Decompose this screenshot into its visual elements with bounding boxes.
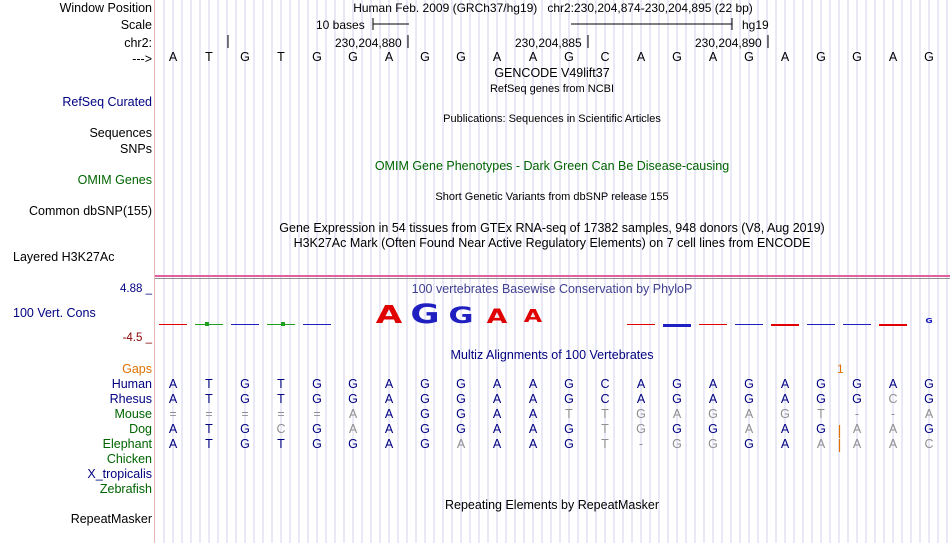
reference-base: A	[888, 50, 898, 64]
aligned-base: C	[600, 392, 610, 406]
aligned-base: A	[744, 407, 754, 421]
aligned-base: =	[241, 407, 249, 421]
reference-base: G	[816, 50, 826, 64]
refseq-track-subtitle: RefSeq genes from NCBI	[489, 83, 615, 95]
aligned-base: A	[492, 392, 502, 406]
aligned-base: G	[348, 392, 358, 406]
ruler-label-2: 230,204,885	[515, 36, 582, 50]
aligned-base: G	[924, 377, 934, 391]
aligned-base: G	[924, 392, 934, 406]
aligned-base: A	[492, 422, 502, 436]
gap-count: 1	[837, 362, 844, 376]
aligned-base: G	[816, 377, 826, 391]
aligned-base: A	[528, 392, 538, 406]
aligned-base: G	[744, 392, 754, 406]
aligned-base: A	[636, 392, 646, 406]
aligned-base: G	[564, 392, 574, 406]
aligned-base: A	[528, 377, 538, 391]
ruler-label-3: 230,204,890	[695, 36, 762, 50]
phylop-track-title: 100 vertebrates Basewise Conservation by PhyloP	[411, 282, 693, 296]
aligned-base: G	[636, 422, 646, 436]
species-label[interactable]: Dog	[129, 422, 152, 436]
species-label[interactable]: Mouse	[114, 407, 152, 421]
aligned-base: T	[205, 422, 213, 436]
cons-min-label: -4.5 _	[122, 332, 152, 344]
species-label[interactable]: Human	[111, 377, 152, 391]
track-label-sequences[interactable]: Sequences	[89, 126, 152, 140]
aligned-base: A	[384, 437, 394, 451]
aligned-base: A	[492, 437, 502, 451]
aligned-base: G	[672, 377, 682, 391]
aligned-base: -	[890, 407, 896, 421]
aligned-base: =	[169, 407, 177, 421]
species-label[interactable]: Zebrafish	[99, 482, 152, 496]
reference-base: G	[564, 50, 574, 64]
aligned-base: A	[708, 392, 718, 406]
aligned-base: G	[780, 407, 790, 421]
aligned-base: A	[852, 422, 862, 436]
aligned-base: T	[817, 407, 825, 421]
aligned-base: T	[277, 437, 285, 451]
aligned-base: A	[168, 422, 178, 436]
aligned-base: -	[854, 407, 860, 421]
aligned-base: G	[744, 377, 754, 391]
aligned-base: G	[636, 407, 646, 421]
aligned-base: A	[672, 407, 682, 421]
multiz-track-title: Multiz Alignments of 100 Vertebrates	[450, 348, 654, 362]
reference-base: T	[205, 50, 213, 64]
aligned-base: A	[492, 407, 502, 421]
aligned-base: G	[708, 407, 718, 421]
aligned-base: A	[780, 377, 790, 391]
aligned-base: A	[168, 437, 178, 451]
track-label-refseq[interactable]: RefSeq Curated	[62, 95, 152, 109]
aligned-base: A	[384, 407, 394, 421]
aligned-base: C	[276, 422, 286, 436]
aligned-base: A	[456, 437, 466, 451]
aligned-base: A	[780, 437, 790, 451]
reference-base: G	[852, 50, 862, 64]
aligned-base: G	[708, 422, 718, 436]
aligned-base: G	[348, 377, 358, 391]
track-label-dbsnp[interactable]: Common dbSNP(155)	[29, 204, 152, 218]
species-label[interactable]: Rhesus	[109, 392, 152, 406]
aligned-base: G	[420, 377, 430, 391]
aligned-base: =	[205, 407, 213, 421]
aligned-base: G	[420, 392, 430, 406]
aligned-base: A	[348, 407, 358, 421]
aligned-base: G	[456, 377, 466, 391]
assembly-text: Human Feb. 2009 (GRCh37/hg19)	[353, 1, 538, 15]
reference-base: G	[312, 50, 322, 64]
aligned-base: A	[492, 377, 502, 391]
species-label[interactable]: Elephant	[102, 437, 152, 451]
aligned-base: G	[456, 392, 466, 406]
strand-label: --->	[132, 52, 152, 66]
cons-max-label: 4.88 _	[120, 283, 152, 295]
reference-base: A	[708, 50, 718, 64]
aligned-base: G	[312, 422, 322, 436]
track-label-h3k27ac[interactable]: Layered H3K27Ac	[13, 250, 115, 264]
aligned-base: G	[564, 422, 574, 436]
aligned-base: A	[888, 377, 898, 391]
aligned-base: G	[672, 392, 682, 406]
window-position-label: Window Position	[59, 1, 152, 15]
aligned-base: G	[240, 437, 250, 451]
aligned-base: G	[852, 377, 862, 391]
aligned-base: T	[277, 377, 285, 391]
aligned-base: G	[420, 437, 430, 451]
track-label-cons[interactable]: 100 Vert. Cons	[13, 306, 96, 320]
reference-base: G	[420, 50, 430, 64]
aligned-base: A	[528, 437, 538, 451]
scale-text: 10 bases	[316, 18, 365, 32]
species-label[interactable]: Chicken	[106, 452, 152, 466]
aligned-base: G	[456, 422, 466, 436]
aligned-base: A	[816, 437, 826, 451]
h3k27ac-track-title: H3K27Ac Mark (Often Found Near Active Regulatory Elements) on 7 cell lines from ENCODE	[293, 236, 811, 250]
aligned-base: A	[168, 377, 178, 391]
aligned-base: G	[672, 437, 682, 451]
omim-track-title: OMIM Gene Phenotypes - Dark Green Can Be Disease-causing	[374, 159, 730, 173]
aligned-base: A	[528, 407, 538, 421]
aligned-base: A	[780, 422, 790, 436]
reference-base: G	[456, 50, 466, 64]
track-label-omim[interactable]: OMIM Genes	[77, 173, 152, 187]
aligned-base: G	[312, 437, 322, 451]
aligned-base: G	[816, 422, 826, 436]
aligned-base: A	[924, 407, 934, 421]
position-text: chr2:230,204,874-230,204,895 (22 bp)	[547, 1, 753, 15]
aligned-base: C	[924, 437, 934, 451]
aligned-base: G	[420, 422, 430, 436]
aligned-base: G	[240, 377, 250, 391]
conservation-letter: A	[523, 307, 543, 328]
reference-base: G	[924, 50, 934, 64]
aligned-base: A	[780, 392, 790, 406]
aligned-base: C	[600, 377, 610, 391]
dbsnp-track-title: Short Genetic Variants from dbSNP release 155	[435, 191, 669, 203]
aligned-base: T	[601, 422, 609, 436]
chr-label: chr2:	[124, 36, 152, 50]
gencode-track-title[interactable]: GENCODE V49lift37	[494, 66, 610, 80]
reference-base: A	[528, 50, 538, 64]
aligned-base: G	[312, 392, 322, 406]
reference-base: C	[600, 50, 610, 64]
conservation-letter: G	[448, 302, 474, 329]
aligned-base: G	[708, 437, 718, 451]
aligned-base: T	[277, 392, 285, 406]
reference-base: T	[277, 50, 285, 64]
aligned-base: -	[638, 437, 644, 451]
aligned-base: G	[420, 407, 430, 421]
aligned-base: G	[240, 392, 250, 406]
reference-base: A	[780, 50, 790, 64]
reference-base: A	[636, 50, 646, 64]
aligned-base: A	[348, 422, 358, 436]
reference-base: A	[492, 50, 502, 64]
repeatmasker-track-title: Repeating Elements by RepeatMasker	[444, 498, 660, 512]
aligned-base: G	[240, 422, 250, 436]
aligned-base: G	[348, 437, 358, 451]
aligned-base: A	[384, 422, 394, 436]
aligned-base: C	[888, 392, 898, 406]
aligned-base: A	[708, 377, 718, 391]
aligned-base: G	[816, 392, 826, 406]
ruler-label-1: 230,204,880	[335, 36, 402, 50]
aligned-base: G	[312, 377, 322, 391]
aligned-base: G	[744, 437, 754, 451]
aligned-base: A	[384, 392, 394, 406]
species-label[interactable]: X_tropicalis	[87, 467, 152, 481]
aligned-base: A	[888, 422, 898, 436]
aligned-base: A	[528, 422, 538, 436]
scale-label: Scale	[120, 18, 152, 32]
reference-base: G	[240, 50, 250, 64]
aligned-base: T	[205, 392, 213, 406]
aligned-base: G	[564, 377, 574, 391]
reference-base: A	[168, 50, 178, 64]
aligned-base: G	[672, 422, 682, 436]
track-label-snps[interactable]: SNPs	[120, 142, 152, 156]
scale-db-text: hg19	[742, 18, 769, 32]
aligned-base: A	[168, 392, 178, 406]
aligned-base: T	[205, 377, 213, 391]
reference-base: G	[672, 50, 682, 64]
reference-base: G	[348, 50, 358, 64]
aligned-base: G	[852, 392, 862, 406]
aligned-base: G	[564, 437, 574, 451]
aligned-base: A	[888, 437, 898, 451]
aligned-base: T	[565, 407, 573, 421]
aligned-base: T	[205, 437, 213, 451]
track-label-repeatmasker[interactable]: RepeatMasker	[70, 512, 152, 526]
conservation-letter: A	[375, 300, 403, 330]
aligned-base: A	[384, 377, 394, 391]
aligned-base: T	[601, 437, 609, 451]
aligned-base: G	[924, 422, 934, 436]
reference-base: A	[384, 50, 394, 64]
aligned-base: A	[852, 437, 862, 451]
aligned-base: A	[744, 422, 754, 436]
aligned-base: =	[277, 407, 285, 421]
conservation-letter: A	[486, 305, 508, 329]
conservation-letter: G	[925, 317, 933, 326]
aligned-base: =	[313, 407, 321, 421]
conservation-letter: G	[410, 298, 440, 330]
aligned-base: G	[456, 407, 466, 421]
track-label-gaps[interactable]: Gaps	[122, 362, 152, 376]
reference-base: G	[744, 50, 754, 64]
publications-track-title: Publications: Sequences in Scientific Articles	[443, 113, 661, 125]
gtex-track-title: Gene Expression in 54 tissues from GTEx RNA-seq of 17382 samples, 948 donors (V8, Aug 2019)	[279, 221, 825, 235]
aligned-base: T	[601, 407, 609, 421]
aligned-base: A	[636, 377, 646, 391]
